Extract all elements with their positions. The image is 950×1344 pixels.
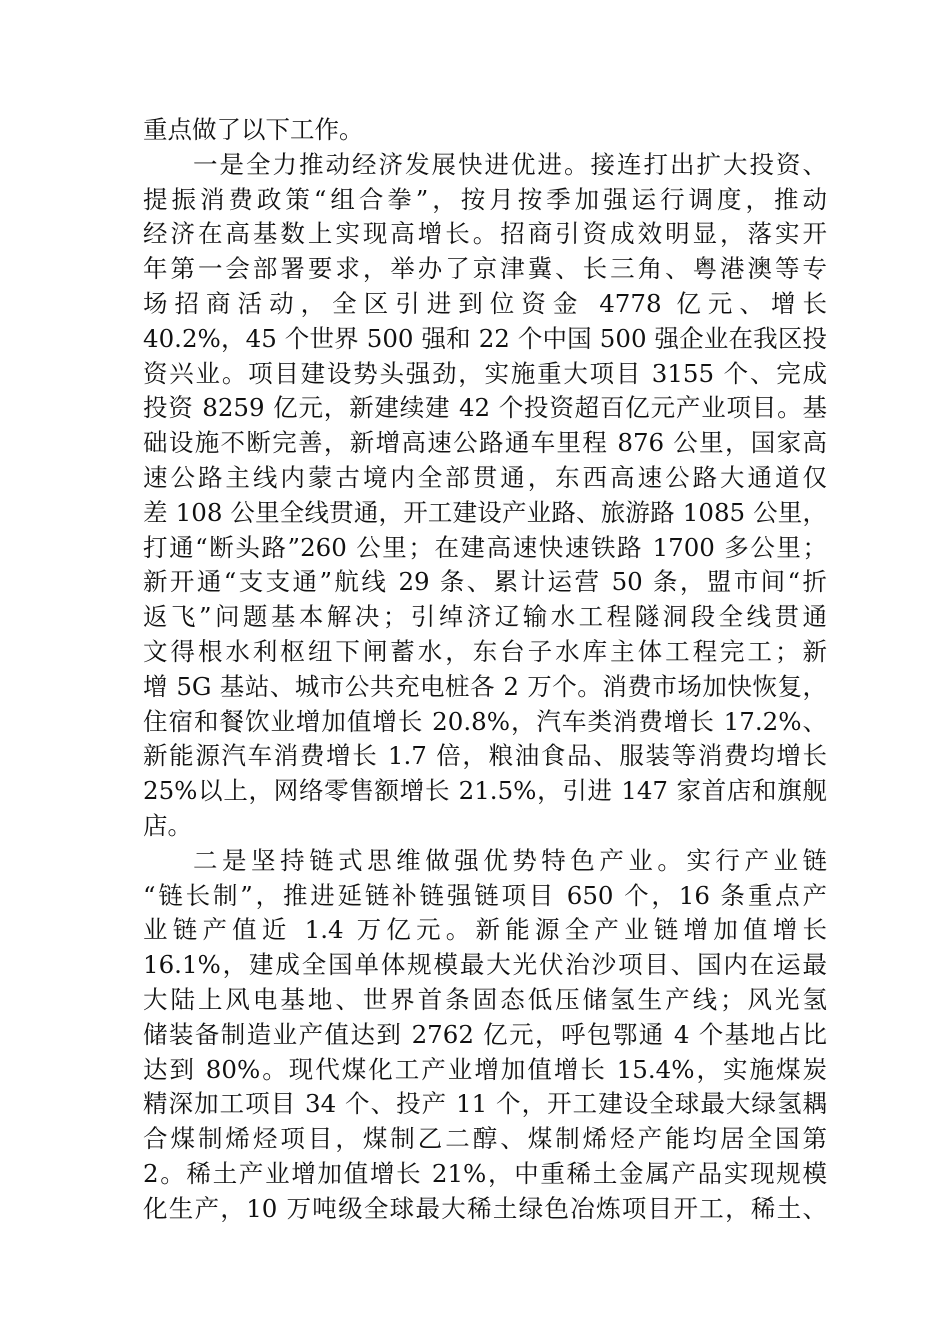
text-line: 提振消费政策“组合拳”，按月按季加强运行调度，推动 [143,184,827,214]
text-line: “链长制”，推进延链补链强链项目 650 个，16 条重点产 [143,880,827,910]
text-line: 增 5G 基站、城市公共充电桩各 2 万个。消费市场加快恢复， [143,671,827,701]
text-line: 文得根水利枢纽下闸蓄水，东台子水库主体工程完工；新 [143,636,827,666]
text-line: 重点做了以下工作。 [143,115,364,144]
text-line: 住宿和餐饮业增加值增长 20.8%，汽车类消费增长 17.2%、 [143,706,827,736]
text-line: 精深加工项目 34 个、投产 11 个，开工建设全球最大绿氢耦 [143,1089,827,1119]
text-line: 速公路主线内蒙古境内全部贯通，东西高速公路大通道仅 [143,462,827,492]
text-line: 础设施不断完善，新增高速公路通车里程 876 公里，国家高 [143,428,827,458]
text-line: 场招商活动，全区引进到位资金 4778 亿元、增长 [143,288,827,318]
text-line: 年第一会部署要求，举办了京津冀、长三角、粤港澳等专 [143,254,827,284]
text-line: 投资 8259 亿元，新建续建 42 个投资超百亿元产业项目。基 [143,393,827,423]
text-line: 新开通“支支通”航线 29 条、累计运营 50 条，盟市间“折 [143,567,827,597]
body-text [143,113,827,1227]
text-line: 经济在高基数上实现高增长。招商引资成效明显，落实开 [143,219,827,249]
text-line: 一是全力推动经济发展快进优进。接连打出扩大投资、 [193,149,827,179]
text-line: 资兴业。项目建设势头强劲，实施重大项目 3155 个、完成 [143,358,827,388]
text-line: 25%以上，网络零售额增长 21.5%，引进 147 家首店和旗舰 [143,776,827,806]
text-line: 化生产，10 万吨级全球最大稀土绿色冶炼项目开工，稀土、 [143,1193,827,1223]
text-line: 40.2%，45 个世界 500 强和 22 个中国 500 强企业在我区投 [143,323,827,353]
text-line: 大陆上风电基地、世界首条固态低压储氢生产线；风光氢 [143,984,827,1014]
text-line: 打通“断头路”260 公里；在建高速快速铁路 1700 多公里； [143,532,827,562]
text-line: 返飞”问题基本解决；引绰济辽输水工程隧洞段全线贯通 [143,602,827,632]
text-line: 合煤制烯烃项目，煤制乙二醇、煤制烯烃产能均居全国第 [143,1124,827,1154]
text-line: 储装备制造业产值达到 2762 亿元，呼包鄂通 4 个基地占比 [143,1019,827,1049]
text-line: 达到 80%。现代煤化工产业增加值增长 15.4%，实施煤炭 [143,1054,827,1084]
text-line: 差 108 公里全线贯通，开工建设产业路、旅游路 1085 公里， [143,497,827,527]
text-line: 二是坚持链式思维做强优势特色产业。实行产业链 [193,845,827,875]
text-line: 业链产值近 1.4 万亿元。新能源全产业链增加值增长 [143,915,827,945]
text-line: 店。 [143,810,192,840]
text-line: 16.1%，建成全国单体规模最大光伏治沙项目、国内在运最 [143,950,827,980]
text-line: 2。稀土产业增加值增长 21%，中重稀土金属产品实现规模 [143,1158,827,1188]
text-line: 新能源汽车消费增长 1.7 倍，粮油食品、服装等消费均增长 [143,741,827,771]
